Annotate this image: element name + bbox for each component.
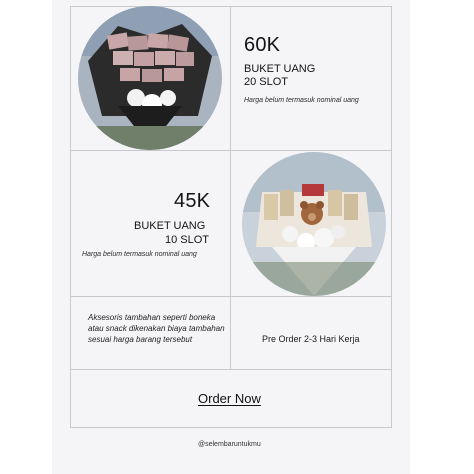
- accessory-note: Aksesoris tambahan seperti boneka atau snack dikenakan biaya tambahan sesuai harga barang tersebut: [88, 313, 225, 344]
- price-45k: 45K: [174, 190, 211, 212]
- price-note: Harga belum termasuk nominal uang: [82, 251, 197, 258]
- divider: [70, 427, 392, 428]
- price-60k: 60K: [244, 34, 281, 56]
- divider: [230, 6, 231, 369]
- preorder-info: Pre Order 2-3 Hari Kerja: [262, 334, 360, 344]
- divider: [70, 369, 392, 370]
- product-image-10-slot: [242, 152, 386, 296]
- divider: [70, 150, 392, 151]
- divider: [391, 6, 392, 427]
- divider: [70, 6, 392, 7]
- product-slot-count: 10 SLOT: [165, 234, 210, 246]
- divider: [70, 6, 71, 427]
- page-card: [52, 0, 410, 474]
- product-title: BUKET UANG: [134, 220, 206, 232]
- money-bouquet-with-teddy-image: [242, 152, 386, 296]
- price-note: Harga belum termasuk nominal uang: [244, 97, 359, 104]
- product-image-20-slot: [78, 6, 222, 150]
- order-now-link[interactable]: Order Now: [198, 391, 261, 406]
- instagram-handle: @selembaruntukmu: [198, 441, 261, 448]
- product-title: BUKET UANG: [244, 63, 316, 75]
- money-bouquet-image: [78, 6, 222, 150]
- product-slot-count: 20 SLOT: [244, 76, 289, 88]
- divider: [70, 296, 392, 297]
